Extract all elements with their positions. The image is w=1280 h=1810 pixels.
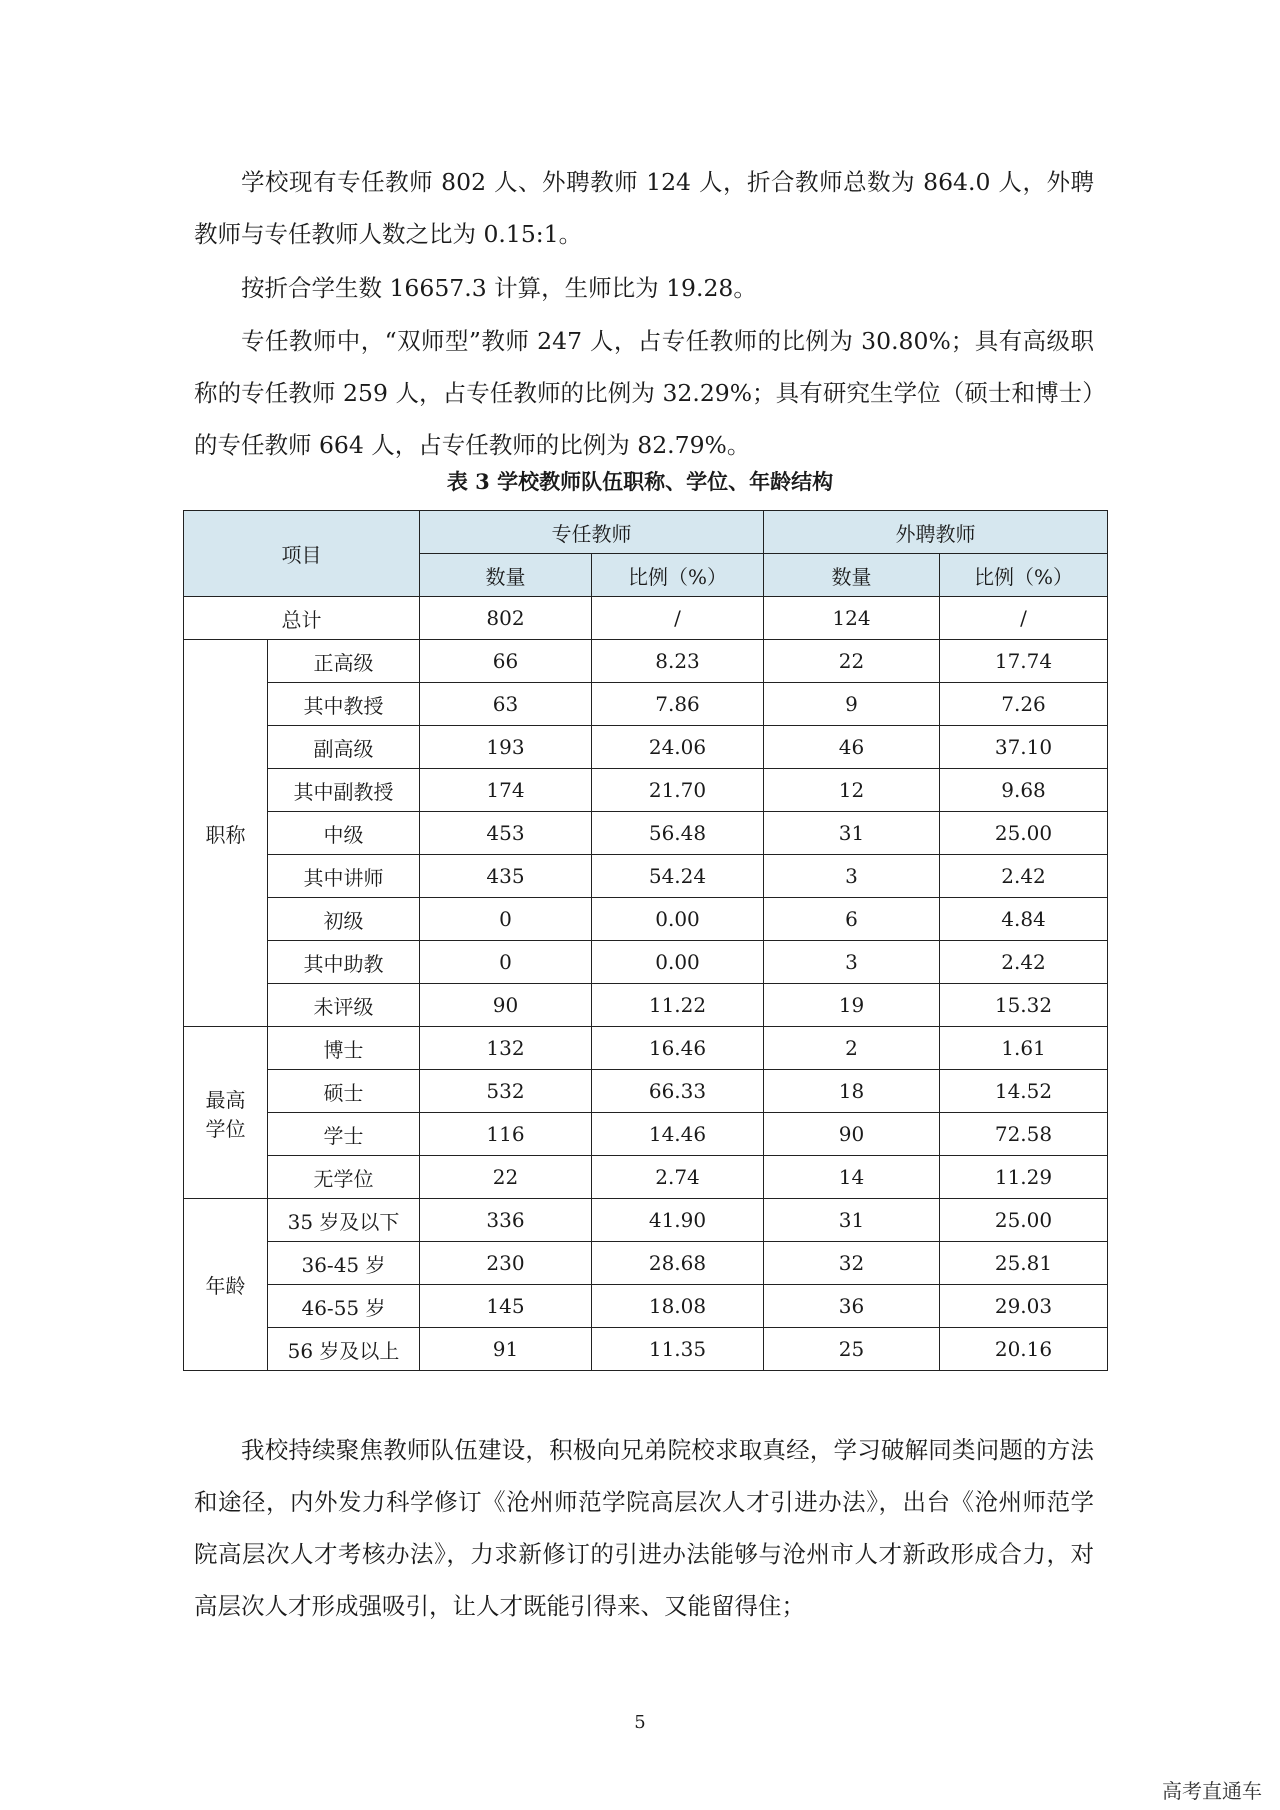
cell: 9 [764,683,940,726]
cell: 25.00 [940,812,1108,855]
row-label: 中级 [268,812,420,855]
paragraph-student-ratio: 按折合学生数 16657.3 计算，生师比为 19.28。 [241,274,757,302]
table-row [184,984,1108,1027]
table-row [184,769,1108,812]
row-label: 总计 [184,597,420,640]
watermark-text: 高考直通车 [1162,1779,1262,1803]
cell: 7.26 [940,683,1108,726]
table-row [184,640,1108,683]
paragraph-talent-policy: 我校持续聚焦教师队伍建设，积极向兄弟院校求取真经，学习破解同类问题的方法和途径，内外发力科学修订《沧州师范学院高层次人才引进办法》，出台《沧州师范学院高层次人才考核办法》，力求新修订的引进办法能够与沧州市人才新政形成合力，对高层次人才形成强吸引，让人才既能引得来、又能留得住； [194,1436,1094,1620]
table-row [184,941,1108,984]
table-row [184,1027,1108,1070]
table-row [184,1242,1108,1285]
row-label: 正高级 [268,640,420,683]
cell: 7.86 [592,683,764,726]
table-row [184,855,1108,898]
table-row [184,1156,1108,1199]
cell: 6 [764,898,940,941]
paragraph-teacher-count: 学校现有专任教师 802 人、外聘教师 124 人，折合教师总数为 864.0 人，外聘教师与专任教师人数之比为 0.15:1。 [194,168,1094,248]
cell: 11.29 [940,1156,1108,1199]
table-row [184,1285,1108,1328]
cell: 56.48 [592,812,764,855]
cell: 802 [420,597,592,640]
cell: 63 [420,683,592,726]
row-label: 未评级 [268,984,420,1027]
cell: 145 [420,1285,592,1328]
cell: 8.23 [592,640,764,683]
cell: 66 [420,640,592,683]
table-row-total [184,597,1108,640]
header-item: 项目 [184,511,420,597]
row-label: 56 岁及以上 [268,1328,420,1371]
cell: 32 [764,1242,940,1285]
cell: 193 [420,726,592,769]
cell: 46 [764,726,940,769]
row-label: 其中助教 [268,941,420,984]
cell: 2.42 [940,941,1108,984]
cell: 22 [420,1156,592,1199]
header-ratio: 比例（%） [592,554,764,597]
cell: 36 [764,1285,940,1328]
cell: 66.33 [592,1070,764,1113]
group-label-degree [184,1027,268,1199]
cell: 14.46 [592,1113,764,1156]
cell: 336 [420,1199,592,1242]
row-label: 其中讲师 [268,855,420,898]
table-row [184,898,1108,941]
cell: 11.22 [592,984,764,1027]
cell: 124 [764,597,940,640]
cell: 453 [420,812,592,855]
table-row [184,812,1108,855]
teacher-structure-table [183,510,1108,1371]
cell: 132 [420,1027,592,1070]
cell: 116 [420,1113,592,1156]
cell: 90 [420,984,592,1027]
group-label-age: 年龄 [184,1199,268,1371]
cell: 230 [420,1242,592,1285]
cell: 17.74 [940,640,1108,683]
cell: 72.58 [940,1113,1108,1156]
cell: 54.24 [592,855,764,898]
cell: 18.08 [592,1285,764,1328]
cell: 90 [764,1113,940,1156]
cell: 14.52 [940,1070,1108,1113]
row-label: 35 岁及以下 [268,1199,420,1242]
header-count: 数量 [764,554,940,597]
cell: 532 [420,1070,592,1113]
cell: 21.70 [592,769,764,812]
header-ratio: 比例（%） [940,554,1108,597]
table-row [184,1113,1108,1156]
cell: 0.00 [592,898,764,941]
cell: 24.06 [592,726,764,769]
cell: 15.32 [940,984,1108,1027]
cell: 19 [764,984,940,1027]
row-label: 副高级 [268,726,420,769]
group-label-line: 最高 [205,1087,246,1112]
cell: 31 [764,812,940,855]
cell: 37.10 [940,726,1108,769]
row-label: 46-55 岁 [268,1285,420,1328]
table-row [184,683,1108,726]
cell: 0.00 [592,941,764,984]
row-label: 无学位 [268,1156,420,1199]
row-label: 学士 [268,1113,420,1156]
cell: 22 [764,640,940,683]
cell: 25 [764,1328,940,1371]
cell: 3 [764,855,940,898]
cell: 14 [764,1156,940,1199]
header-count: 数量 [420,554,592,597]
table-caption: 表 3 学校教师队伍职称、学位、年龄结构 [446,469,834,494]
table-row [184,1070,1108,1113]
cell: 174 [420,769,592,812]
row-label: 36-45 岁 [268,1242,420,1285]
cell: / [592,597,764,640]
header-fulltime: 专任教师 [420,511,764,554]
cell: 41.90 [592,1199,764,1242]
cell: 20.16 [940,1328,1108,1371]
header-external: 外聘教师 [764,511,1108,554]
cell: 25.81 [940,1242,1108,1285]
cell: 12 [764,769,940,812]
cell: 0 [420,898,592,941]
cell: 3 [764,941,940,984]
cell: 9.68 [940,769,1108,812]
cell: 0 [420,941,592,984]
cell: 29.03 [940,1285,1108,1328]
cell: 2.42 [940,855,1108,898]
paragraph-teacher-qualifications: 专任教师中，“双师型”教师 247 人，占专任教师的比例为 30.80%；具有高级职称的专任教师 259 人，占专任教师的比例为 32.29%；具有研究生学位（硕士和博士）的专任教师 664 人，占专任教师的比例为 82.79%。 [194,327,1094,459]
row-label: 其中副教授 [268,769,420,812]
page-number: 5 [634,1712,646,1733]
cell: 2 [764,1027,940,1070]
table-header-row [184,511,1108,554]
cell: 25.00 [940,1199,1108,1242]
table-row [184,1199,1108,1242]
row-label: 初级 [268,898,420,941]
group-label-line: 学位 [205,1116,246,1141]
cell: 1.61 [940,1027,1108,1070]
cell: 18 [764,1070,940,1113]
cell: 91 [420,1328,592,1371]
table-row [184,726,1108,769]
cell: 11.35 [592,1328,764,1371]
cell: 4.84 [940,898,1108,941]
row-label: 其中教授 [268,683,420,726]
cell: 16.46 [592,1027,764,1070]
cell: 28.68 [592,1242,764,1285]
group-label-title: 职称 [184,640,268,1027]
cell: 31 [764,1199,940,1242]
cell: / [940,597,1108,640]
cell: 2.74 [592,1156,764,1199]
table-row [184,1328,1108,1371]
row-label: 硕士 [268,1070,420,1113]
row-label: 博士 [268,1027,420,1070]
cell: 435 [420,855,592,898]
